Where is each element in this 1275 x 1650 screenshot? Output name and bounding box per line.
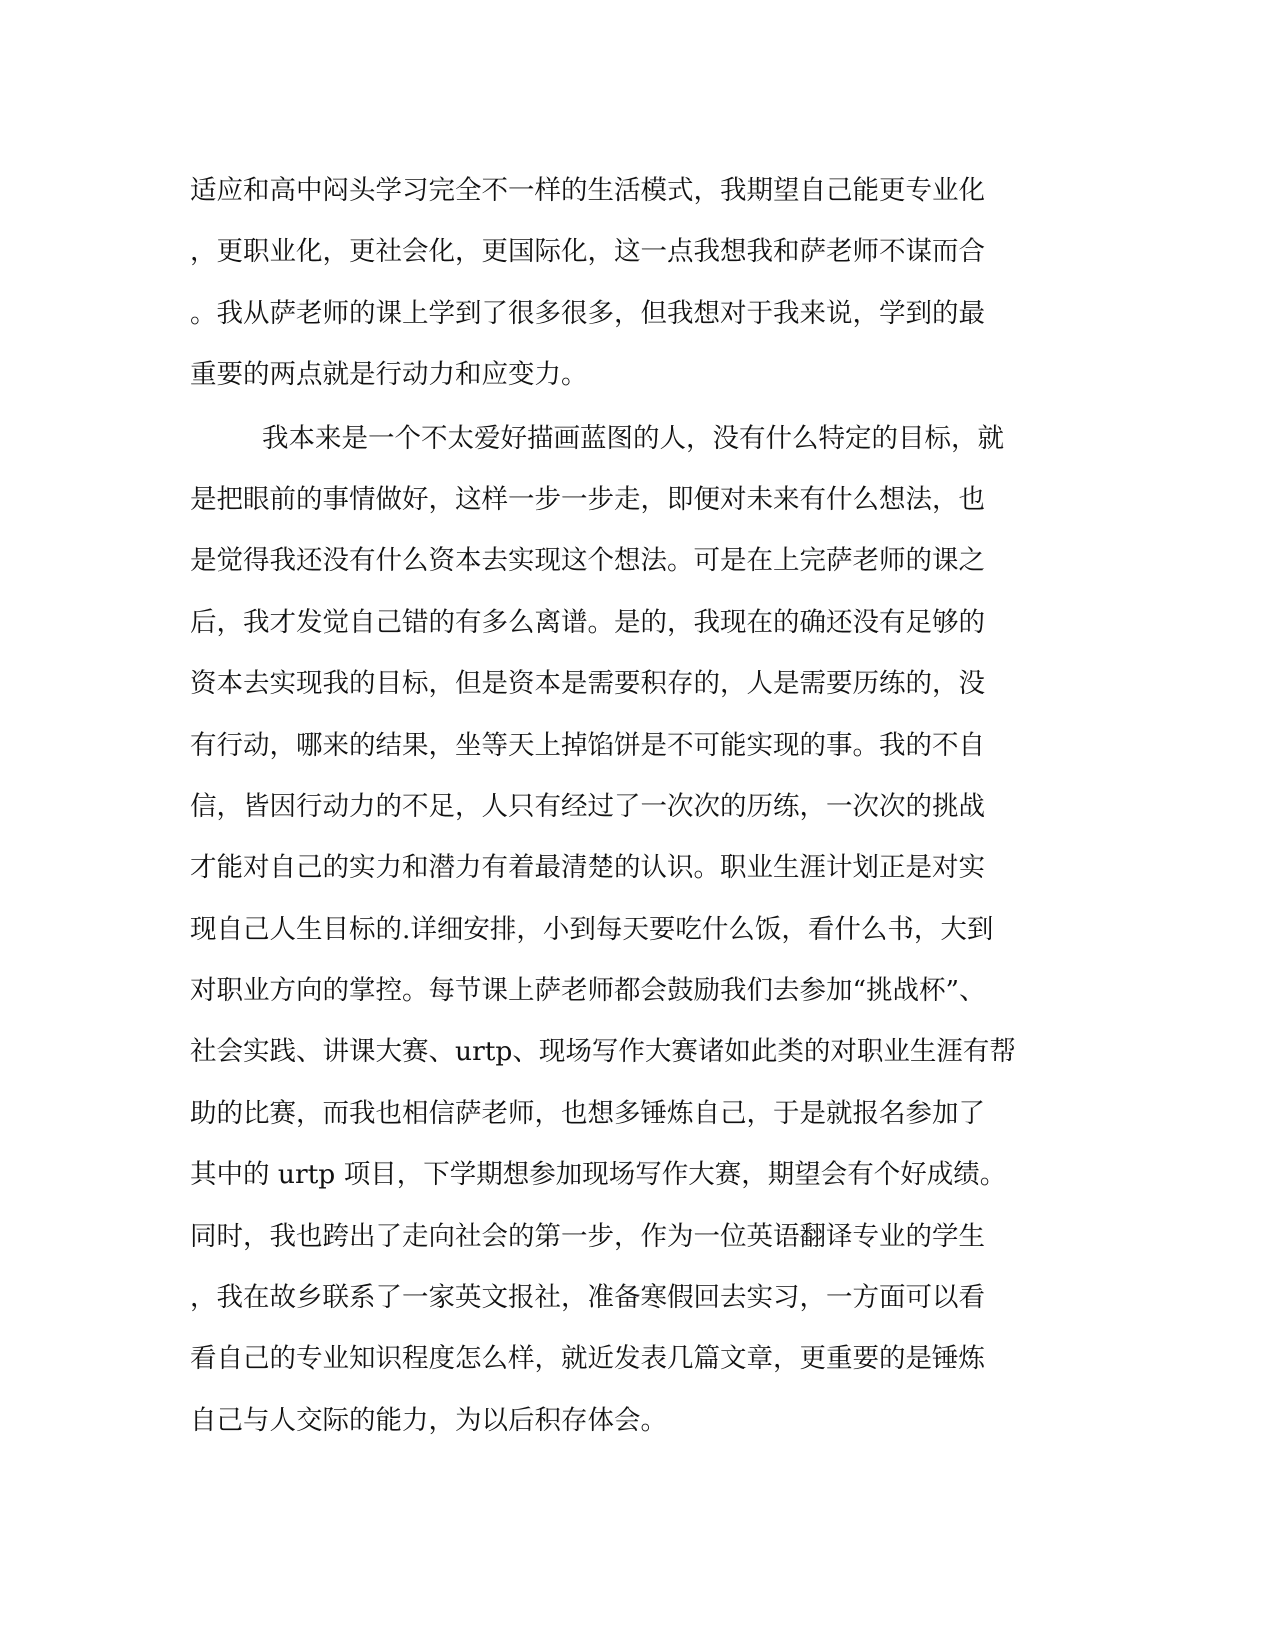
text-line: 适应和高中闷头学习完全不一样的生活模式，我期望自己能更专业化 (190, 175, 985, 206)
text-line: ，更职业化，更社会化，更国际化，这一点我想我和萨老师不谋而合 (190, 236, 985, 268)
text-line: 有行动，哪来的结果，坐等天上掉馅饼是不可能实现的事。我的不自 (190, 729, 985, 761)
text-line: 其中的 urtp 项目，下学期想参加现场写作大赛，期望会有个好成绩。 (190, 1159, 1007, 1191)
text-line: 资本去实现我的目标，但是资本是需要积存的，人是需要历练的，没 (190, 668, 985, 700)
text-line: ，我在故乡联系了一家英文报社，准备寒假回去实习，一方面可以看 (190, 1282, 985, 1314)
paragraph-2 (190, 408, 1090, 1452)
text-line: 社会实践、讲课大赛、urtp、现场写作大赛诸如此类的对职业生涯有帮 (190, 1036, 1016, 1068)
text-line: 现自己人生目标的.详细安排，小到每天要吃什么饭，看什么书，大到 (190, 913, 994, 945)
paragraph-1 (190, 160, 1090, 406)
text-line: 我本来是一个不太爱好描画蓝图的人，没有什么特定的目标，就 (262, 422, 1004, 454)
text-line: 看自己的专业知识程度怎么样，就近发表几篇文章，更重要的是锤炼 (190, 1343, 985, 1375)
text-line: 助的比赛，而我也相信萨老师，也想多锤炼自己，于是就报名参加了 (190, 1097, 985, 1129)
document-body (190, 160, 1090, 1451)
text-line: 。我从萨老师的课上学到了很多很多，但我想对于我来说，学到的最 (190, 297, 985, 329)
text-line: 自己与人交际的能力，为以后积存体会。 (190, 1404, 667, 1436)
text-line: 信，皆因行动力的不足，人只有经过了一次次的历练，一次次的挑战 (190, 790, 985, 822)
text-line: 才能对自己的实力和潜力有着最清楚的认识。职业生涯计划正是对实 (190, 852, 985, 884)
text-line: 对职业方向的掌控。每节课上萨老师都会鼓励我们去参加“挑战杯”、 (190, 975, 986, 1007)
text-line: 是觉得我还没有什么资本去实现这个想法。可是在上完萨老师的课之 (190, 545, 985, 577)
text-line: 后，我才发觉自己错的有多么离谱。是的，我现在的确还没有足够的 (190, 606, 985, 638)
text-line: 重要的两点就是行动力和应变力。 (190, 359, 588, 391)
text-line: 是把眼前的事情做好，这样一步一步走，即便对未来有什么想法，也 (190, 483, 985, 515)
text-line: 同时，我也跨出了走向社会的第一步，作为一位英语翻译专业的学生 (190, 1220, 985, 1252)
